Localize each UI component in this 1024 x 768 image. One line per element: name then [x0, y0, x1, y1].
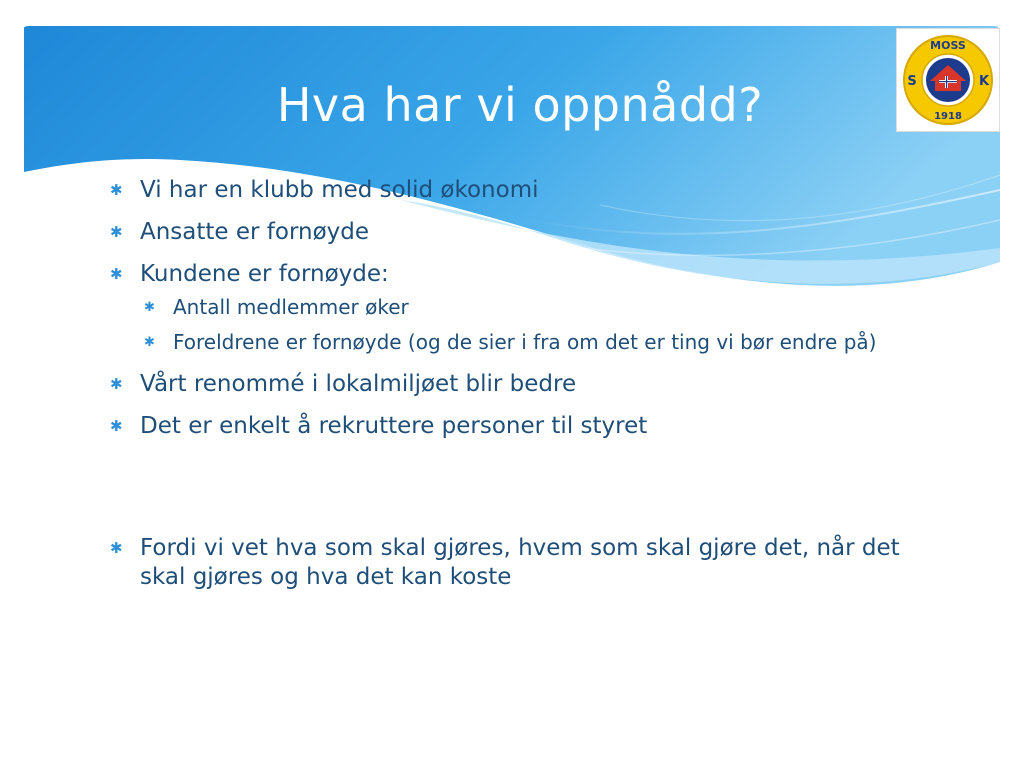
sub-bullet-star-icon: ✱ — [144, 335, 155, 350]
bullet-item — [104, 260, 924, 357]
bullet-star-icon: ✱ — [110, 539, 123, 557]
spacer — [104, 454, 924, 534]
bullet-item — [104, 218, 924, 247]
bullet-star-icon: ✱ — [110, 417, 123, 435]
bullet-star-icon: ✱ — [110, 223, 123, 241]
bullet-text: Vi har en klubb med solid økonomi — [140, 177, 539, 203]
bullet-item — [104, 370, 924, 399]
bullet-text: Fordi vi vet hva som skal gjøres, hvem som skal gjøre det, når det skal gjøres og hva det kan koste — [140, 535, 900, 590]
sub-bullet-item — [140, 328, 924, 357]
sub-bullet-item — [140, 293, 924, 322]
bullet-text: Ansatte er fornøyde — [140, 219, 370, 245]
club-logo — [896, 28, 1000, 132]
bullet-text: Det er enkelt å rekruttere personer til styret — [140, 413, 648, 439]
bullet-star-icon: ✱ — [110, 181, 123, 199]
logo-left-letter: S — [907, 74, 917, 89]
bullet-item — [104, 412, 924, 441]
bullet-star-icon: ✱ — [110, 375, 123, 393]
bullet-text: Kundene er fornøyde: — [140, 261, 389, 287]
sub-bullet-star-icon: ✱ — [144, 300, 155, 315]
sub-bullet-text: Antall medlemmer øker — [173, 295, 409, 319]
bullet-list — [104, 176, 924, 605]
sub-bullet-list — [140, 293, 924, 357]
logo-top-text: MOSS — [930, 39, 966, 52]
slide-title: Hva har vi oppnådd? — [276, 78, 764, 132]
sub-bullet-text: Foreldrene er fornøyde (og de sier i fra om det er ting vi bør endre på) — [173, 330, 877, 354]
bullet-star-icon: ✱ — [110, 265, 123, 283]
bullet-item — [104, 176, 924, 205]
bullet-text: Vårt renommé i lokalmiljøet blir bedre — [140, 371, 577, 397]
logo-right-letter: K — [978, 74, 990, 89]
bullet-item-final — [104, 534, 924, 592]
logo-year: 1918 — [934, 111, 962, 122]
